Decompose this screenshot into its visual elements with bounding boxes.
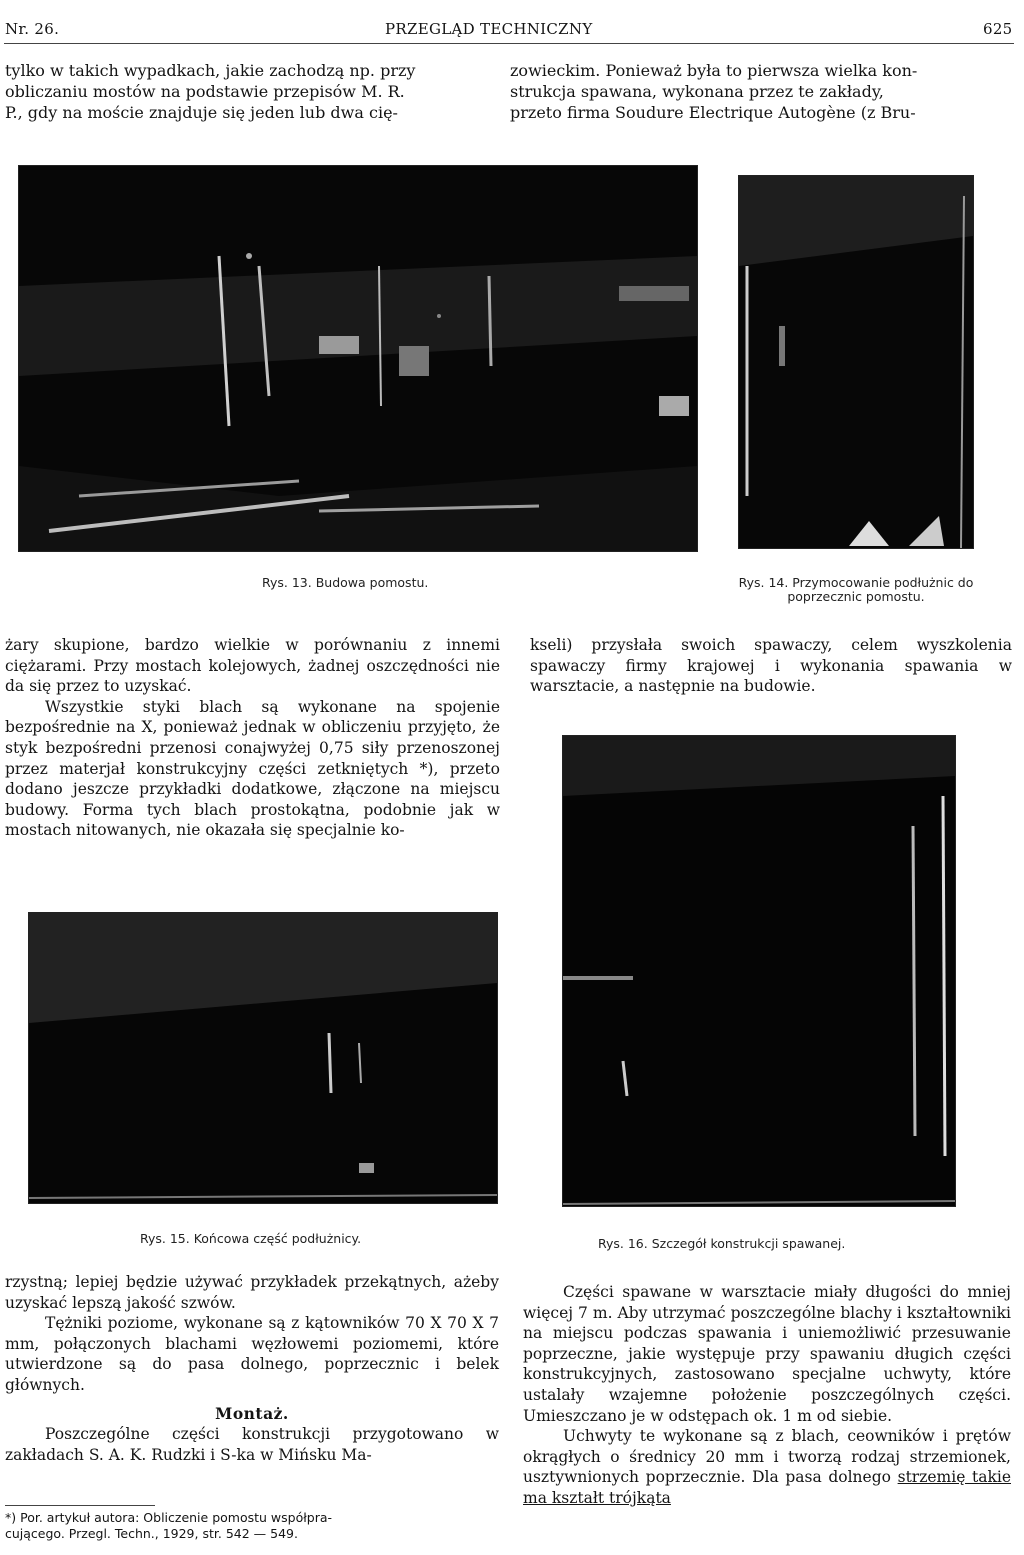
figure-16-photo xyxy=(562,735,956,1207)
figure-13-caption: Rys. 13. Budowa pomostu. xyxy=(262,575,429,590)
paragraph: rzystną; lepiej będzie używać przykładek przekątnych, ażeby uzyskać lepszą jakość szwów. xyxy=(5,1273,499,1312)
bridge-deck-construction-image xyxy=(19,166,697,551)
header-rule xyxy=(4,43,1014,44)
figure-14-caption: Rys. 14. Przymocowanie podłużnic do poprzecznic pomostu. xyxy=(738,575,974,604)
intro-right-line: zowieckim. Ponieważ była to pierwsza wielka kon- xyxy=(510,61,918,80)
paragraph-tail: strzemię takie ma kształt trójkąta xyxy=(523,1468,1011,1507)
figure-14-photo xyxy=(738,175,974,549)
intro-left-line: obliczaniu mostów na podstawie przepisów M. R. xyxy=(5,82,405,101)
section-heading: Montaż. xyxy=(215,1403,289,1423)
intro-right-line: strukcja spawana, wykonana przez te zakłady, xyxy=(510,82,884,101)
footnote xyxy=(5,1510,505,1542)
paragraph: żary skupione, bardzo wielkie w porównaniu z innemi ciężarami. Przy mostach kolejowych, żadnej oszczędności nie da się przez to uzyskać. xyxy=(5,636,500,696)
figure-15-photo xyxy=(28,912,498,1204)
welded-detail-image xyxy=(563,736,955,1206)
bottom-left-column xyxy=(5,1272,499,1465)
intro-left-column xyxy=(5,60,477,123)
page-number: 625 xyxy=(983,20,1013,38)
paragraph: kseli) przysłała swoich spawaczy, celem wyszkolenia spawaczy firmy krajowej i wykonania spawania w warsztacie, a następnie na budowie. xyxy=(530,636,1012,696)
intro-left-line: P., gdy na moście znajduje się jeden lub dwa cię- xyxy=(5,103,398,122)
paragraph: Tężniki poziome, wykonane są z kątowników 70 X 70 X 7 mm, połączonych blachami węzłowemi poziomemi, które utwierdzone są do pasa dolnego, poprzecznic i belek głównych. xyxy=(5,1314,499,1394)
paragraph: Poszczególne części konstrukcji przygotowano w zakładach S. A. K. Rudzki i S-ka w Mińsku Ma- xyxy=(5,1425,499,1464)
footnote-line: *) Por. artykuł autora: Obliczenie pomostu współpra- xyxy=(5,1510,333,1525)
middle-right-column xyxy=(530,635,1012,697)
paragraph xyxy=(523,1426,1011,1508)
figure-13-photo xyxy=(18,165,698,552)
bottom-right-column xyxy=(523,1282,1011,1509)
intro-right-column xyxy=(510,60,1015,123)
middle-left-column xyxy=(5,635,500,841)
intro-right-line: przeto firma Soudure Electrique Autogène (z Bru- xyxy=(510,103,916,122)
paragraph: Części spawane w warsztacie miały długości do mniej więcej 7 m. Aby utrzymać poszczególne blachy i kształtowniki na miejscu podczas spawania i uniemożliwić przesuwanie poprzeczne, jakie występuje przy spawaniu długich części konstrukcyjnych, zastosowano specjalne uchwyty, które ustalały wzajemne położenie poszczególnych części. Umieszczano je w odstępach ok. 1 m od siebie. xyxy=(523,1283,1011,1425)
stringer-connection-image xyxy=(739,176,973,548)
journal-title: PRZEGLĄD TECHNICZNY xyxy=(385,20,593,38)
footnote-rule xyxy=(5,1505,155,1506)
paragraph-text: Uchwyty te wykonane są z blach, ceowników i prętów okrągłych o średnicy 20 mm i tworzą rodzaj strzemionek, usztywnionych poprzecznie. Dla pasa dolnego xyxy=(523,1427,1011,1487)
figure-16-caption: Rys. 16. Szczegół konstrukcji spawanej. xyxy=(598,1236,846,1251)
intro-left-line: tylko w takich wypadkach, jakie zachodzą np. przy xyxy=(5,61,416,80)
stringer-end-image xyxy=(29,913,497,1203)
issue-number: Nr. 26. xyxy=(5,20,60,38)
figure-15-caption: Rys. 15. Końcowa część podłużnicy. xyxy=(140,1231,362,1246)
paragraph: Wszystkie styki blach są wykonane na spojenie bezpośrednie na X, ponieważ jednak w obliczeniu przyjęto, że styk bezpośredni przenosi conajwyżej 0,75 siły przenoszonej przez materjał konstrukcyjny części zetkniętych *), przeto dodano jeszcze przykładki dodatkowe, złączone na miejscu budowy. Forma tych blach prostokątna, podobnie jak w mostach nitowanych, nie okazała się specjalnie ko- xyxy=(5,697,500,840)
footnote-line: cującego. Przegl. Techn., 1929, str. 542 — 549. xyxy=(5,1526,298,1541)
